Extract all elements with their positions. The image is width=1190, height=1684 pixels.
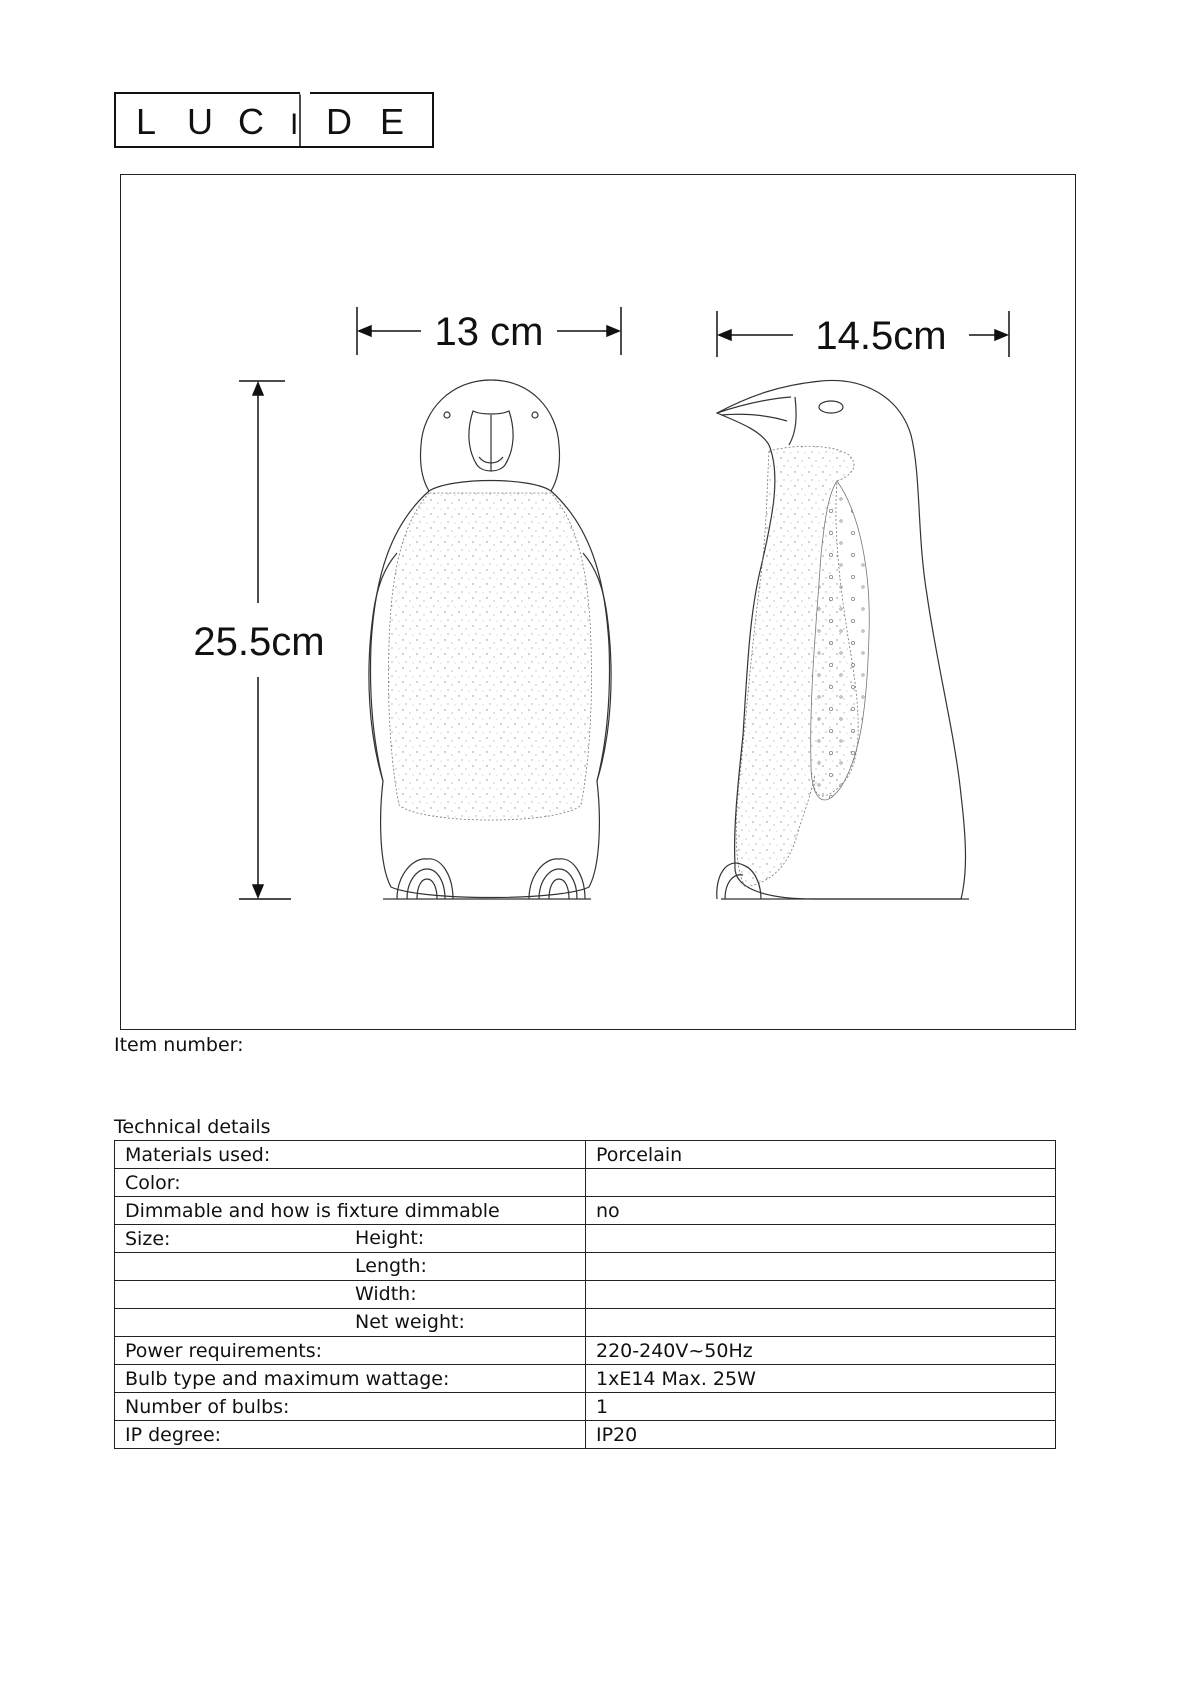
row-label: IP degree: bbox=[125, 1423, 222, 1446]
penguin-side-view bbox=[717, 380, 969, 899]
row-value: 1 bbox=[586, 1393, 1056, 1421]
row-label: Color: bbox=[125, 1171, 181, 1194]
table-row bbox=[115, 1281, 1056, 1309]
height-label: 25.5cm bbox=[193, 620, 325, 664]
row-value: Porcelain bbox=[586, 1141, 1056, 1169]
logo-letter: C bbox=[238, 101, 264, 142]
penguin-front-view bbox=[369, 380, 611, 899]
row-value bbox=[586, 1225, 1056, 1253]
row-sublabel: Length: bbox=[355, 1255, 427, 1277]
row-value: IP20 bbox=[586, 1421, 1056, 1449]
row-value bbox=[586, 1253, 1056, 1281]
table-row bbox=[115, 1393, 1056, 1421]
technical-drawing bbox=[120, 174, 1076, 1030]
row-label: Dimmable and how is fixture dimmable bbox=[125, 1199, 500, 1222]
row-value bbox=[586, 1281, 1056, 1309]
front-width-label: 13 cm bbox=[434, 310, 544, 354]
row-sublabel: Height: bbox=[355, 1227, 425, 1249]
logo-letter: U bbox=[187, 101, 213, 142]
table-row bbox=[115, 1365, 1056, 1393]
row-sublabel: Net weight: bbox=[355, 1311, 465, 1333]
row-label: Power requirements: bbox=[125, 1339, 323, 1362]
technical-details-table bbox=[114, 1140, 1056, 1449]
side-width-label: 14.5cm bbox=[815, 314, 947, 358]
logo-letter: D bbox=[326, 101, 352, 142]
technical-details-title: Technical details bbox=[114, 1116, 271, 1138]
row-value: no bbox=[586, 1197, 1056, 1225]
table-row bbox=[115, 1169, 1056, 1197]
logo-letter: I bbox=[290, 108, 299, 141]
row-sublabel: Width: bbox=[355, 1283, 417, 1305]
logo-letter: E bbox=[380, 101, 405, 142]
row-label: Number of bulbs: bbox=[125, 1395, 290, 1418]
table-row bbox=[115, 1141, 1056, 1169]
brand-logo bbox=[114, 92, 434, 148]
table-row bbox=[115, 1197, 1056, 1225]
table-row bbox=[115, 1421, 1056, 1449]
row-value: 1xE14 Max. 25W bbox=[586, 1365, 1056, 1393]
logo-letter: L bbox=[136, 101, 157, 142]
row-value bbox=[586, 1309, 1056, 1337]
row-label: Bulb type and maximum wattage: bbox=[125, 1367, 450, 1390]
row-label: Size: bbox=[125, 1227, 171, 1250]
table-row bbox=[115, 1253, 1056, 1281]
row-value bbox=[586, 1169, 1056, 1197]
table-row bbox=[115, 1225, 1056, 1253]
table-row bbox=[115, 1337, 1056, 1365]
row-value: 220-240V~50Hz bbox=[586, 1337, 1056, 1365]
row-label: Materials used: bbox=[125, 1143, 271, 1166]
table-row bbox=[115, 1309, 1056, 1337]
item-number-label: Item number: bbox=[114, 1034, 244, 1056]
